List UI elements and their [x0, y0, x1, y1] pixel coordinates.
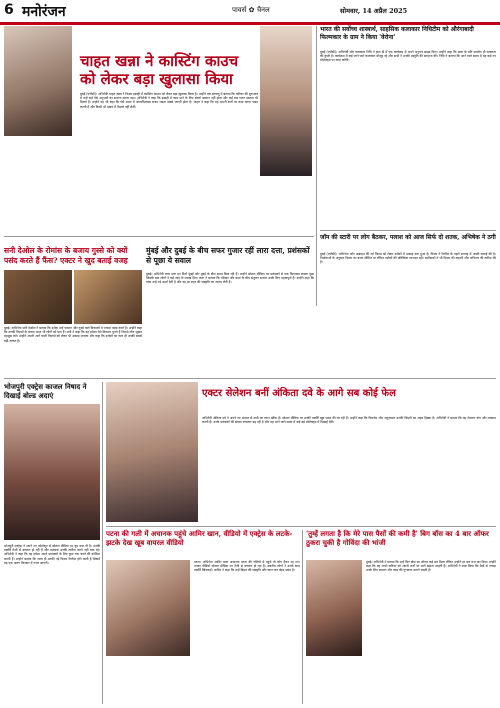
column-divider	[302, 530, 303, 704]
section-title: मनोरंजन	[22, 4, 66, 20]
kaavya-headline-line1: चाहत खन्ना ने कास्टिंग काउच	[80, 52, 239, 70]
kaavya-photo-2	[260, 26, 312, 176]
patna-photo	[106, 560, 190, 656]
column-divider	[316, 26, 317, 306]
tum-headline: 'तुम्हें लगता है कि मेरे पास पैसों की कमी है' बिग बॉस का 4 बार ऑफर ठुकरा चुकी है गोविंदा की भांजी	[306, 529, 489, 547]
right-top-headline: भारत की सर्वोच्च शास्त्रार्थ, साहसिक कलाकार निधिटीम को औरंगाबादी फिल्मकार के ग्राम ने किया 'वेरोना'	[320, 26, 474, 41]
sunny-headline: सनी देओल के रोमांस के बजाय गुस्से को क्यों पसंद करते हैं फैंस? एक्टर ने खुद बताई वजह	[4, 246, 128, 265]
right-mid-headline: जॉन की स्टारी पर लोग बैठकर, पलाश को आज सिर्फ दो शतक, अभिषेक ने ठगी	[320, 234, 496, 241]
sunny-body: मुंबई। अभिनेता सनी देओल ने बताया कि दर्शक उन्हें एक्शन और गुस्से वाले किरदारों में ज्यादा पसंद करते हैं। उन्होंने कहा कि उनकी फिल्मों के संवाद आज भी लोगों को याद हैं। सनी ने कहा कि वह हमेशा ऐसे किरदार चुनते हैं जिनसे लोग जुड़ाव महसूस करें। उन्होंने अपनी आने वाली फिल्मों को लेकर भी उत्साह जताया और कहा कि दर्शकों का प्यार ही उनकी सबसे बड़ी ताकत है।	[4, 326, 142, 343]
kaavya-body: मुंबई (एजेंसी)। अभिनेत्री चाहत खन्ना ने फिल्म इंडस्ट्री में कास्टिंग काउच को लेकर बड़ा खुलासा किया है। उन्होंने एक इंटरव्यू में बताया कि करियर की शुरुआत में उन्हें कई ऐसे अनुभवों का सामना करना पड़ा। अभिनेत्री ने कहा कि इंडस्ट्री में काम पाने के लिए संघर्ष आसान नहीं होता और कई बार गलत प्रस्ताव भी मिलते हैं। उन्होंने यह भी कहा कि ऐसे समय में आत्मविश्वास बनाए रखना सबसे जरूरी होता है। चाहत ने कहा कि वह अपनी शर्तों पर काम करना पसंद करती हैं और किसी भी दबाव में फैसले नहीं लेतीं।	[80, 92, 258, 109]
divider	[320, 230, 496, 231]
patna-body: पटना। अभिनेता आमिर खान अचानक पटना की गलियों में पहुंचे तो लोग हैरान रह गए। उनका वीडियो सोशल मीडिया पर तेजी से वायरल हो रहा है। स्थानीय लोगों ने उनके साथ तस्वीरें खिंचवाईं। आमिर ने कहा कि उन्हें बिहार की संस्कृति और खान-पान बेहद पसंद है।	[194, 560, 300, 573]
bhojpuri-photo	[4, 404, 100, 540]
mumbai-body: मुंबई। अभिनेत्री लारा दत्ता इन दिनों मुंबई और दुबई के बीच समय बिता रही हैं। उन्होंने सोशल मीडिया पर प्रशंसकों से एक दिलचस्प सवाल पूछा जिसके बाद लोगों ने कई तरह के जवाब दिए। लारा ने बताया कि परिवार और काम के बीच संतुलन बनाना उनके लिए महत्वपूर्ण है। उन्होंने कहा कि यात्रा उन्हें नई ऊर्जा देती है और वह हर शहर की संस्कृति का आनंद लेती हैं।	[146, 272, 314, 285]
masthead: पावर्स ✿ चैनल	[232, 6, 270, 14]
page-header	[0, 0, 500, 25]
bhojpuri-headline: भोजपुरी एक्ट्रेस काजल निषाद ने दिखाई बोल्ड अदाएं	[4, 382, 87, 400]
tum-photo	[306, 560, 362, 656]
right-mid-body: मुंबई (एजेंसी)। अभिनेता जॉन अब्राहम की नई फिल्म को लेकर दर्शकों में उत्साह बना हुआ है। फिल्म ने रिलीज के पहले सप्ताह में अच्छी कमाई की है। निर्माताओं के अनुसार फिल्म का बजट सीमित था लेकिन दर्शकों की प्रतिक्रिया शानदार रही। समीक्षकों ने भी फिल्म की कहानी और अभिनय की तारीफ की है।	[320, 252, 496, 265]
patna-headline: पटना की गली में अचानक पहुंचे आमिर खान, वीडियो में एक्ट्रेस के लटके-झटके देख खूब वायरल वीडियो	[106, 529, 293, 547]
page-number: 6	[4, 2, 14, 18]
divider	[4, 236, 314, 237]
kaavya-headline-line2: को लेकर बड़ा खुलासा किया	[80, 70, 233, 88]
actress-photo	[106, 382, 198, 522]
bhojpuri-body: भोजपुरी एक्ट्रेस ने अपने नए फोटोशूट से सोशल मीडिया पर धूम मचा दी है। उनकी तस्वीरें तेजी से वायरल हो रही हैं और प्रशंसक उनकी तारीफ करते नहीं थक रहे। अभिनेत्री ने कहा कि वह हमेशा अपने प्रशंसकों के लिए कुछ नया करने की कोशिश करती हैं। उन्होंने बताया कि जल्द ही उनकी नई फिल्म रिलीज होने वाली है जिसमें वह एक अलग किरदार में नजर आएंगी।	[4, 544, 100, 565]
tum-body: मुंबई। अभिनेत्री ने बताया कि उन्हें बिग बॉस का ऑफर कई बार मिला लेकिन उन्होंने हर बार मना कर दिया। उन्होंने कहा कि वह अपने करियर को अपनी शर्तों पर आगे बढ़ाना चाहती हैं। अभिनेत्री ने स्पष्ट किया कि पैसों से ज्यादा उनके लिए सम्मान और काम की गुणवत्ता मायने रखती है।	[366, 560, 496, 573]
sunny-photo	[4, 270, 72, 324]
sunny-photo-2	[74, 270, 142, 324]
divider	[106, 526, 496, 527]
column-divider	[102, 382, 103, 704]
mumbai-headline: मुंबई और दुबई के बीच सफर गुजार रहीं लारा दत्ता, प्रशंसकों से पूछा ये सवाल	[146, 246, 310, 265]
kaavya-headline	[80, 52, 260, 88]
divider	[4, 378, 496, 379]
kaavya-photo	[4, 26, 72, 136]
issue-date: सोमवार, 14 अप्रैल 2025	[340, 7, 408, 15]
right-top-body: मुंबई (एजेंसी)। अभिनेत्री और कलाकार निधि ने हाल ही में एक कार्यक्रम में अपने अनुभव साझा किए। उन्होंने कहा कि कला के प्रति समर्पण ही सफलता की कुंजी है। कार्यक्रम में कई जाने-माने कलाकार मौजूद रहे और सभी ने उनकी प्रस्तुति की सराहना की। निधि ने बताया कि आने वाले समय में वह कई नए प्रोजेक्ट्स पर काम करेंगी।	[320, 50, 496, 63]
actress-body: अभिनेत्री अंकिता दवे ने अपने नए अंदाज से सभी का ध्यान खींचा है। सोशल मीडिया पर उनकी तस्वीरें खूब पसंद की जा रही हैं। उन्होंने कहा कि फिटनेस और अनुशासन उनकी जिंदगी का अहम हिस्सा है। अभिनेत्री ने बताया कि वह रोजाना योग और व्यायाम करती हैं। उनके प्रशंसकों की संख्या लगातार बढ़ रही है और वह आने वाले समय में कई बड़े प्रोजेक्ट्स में दिखाई देंगी।	[202, 416, 496, 425]
actress-headline: एक्टर सेलेशन बनीं अंकिता दवे के आगे सब कोई फेल	[202, 388, 396, 399]
